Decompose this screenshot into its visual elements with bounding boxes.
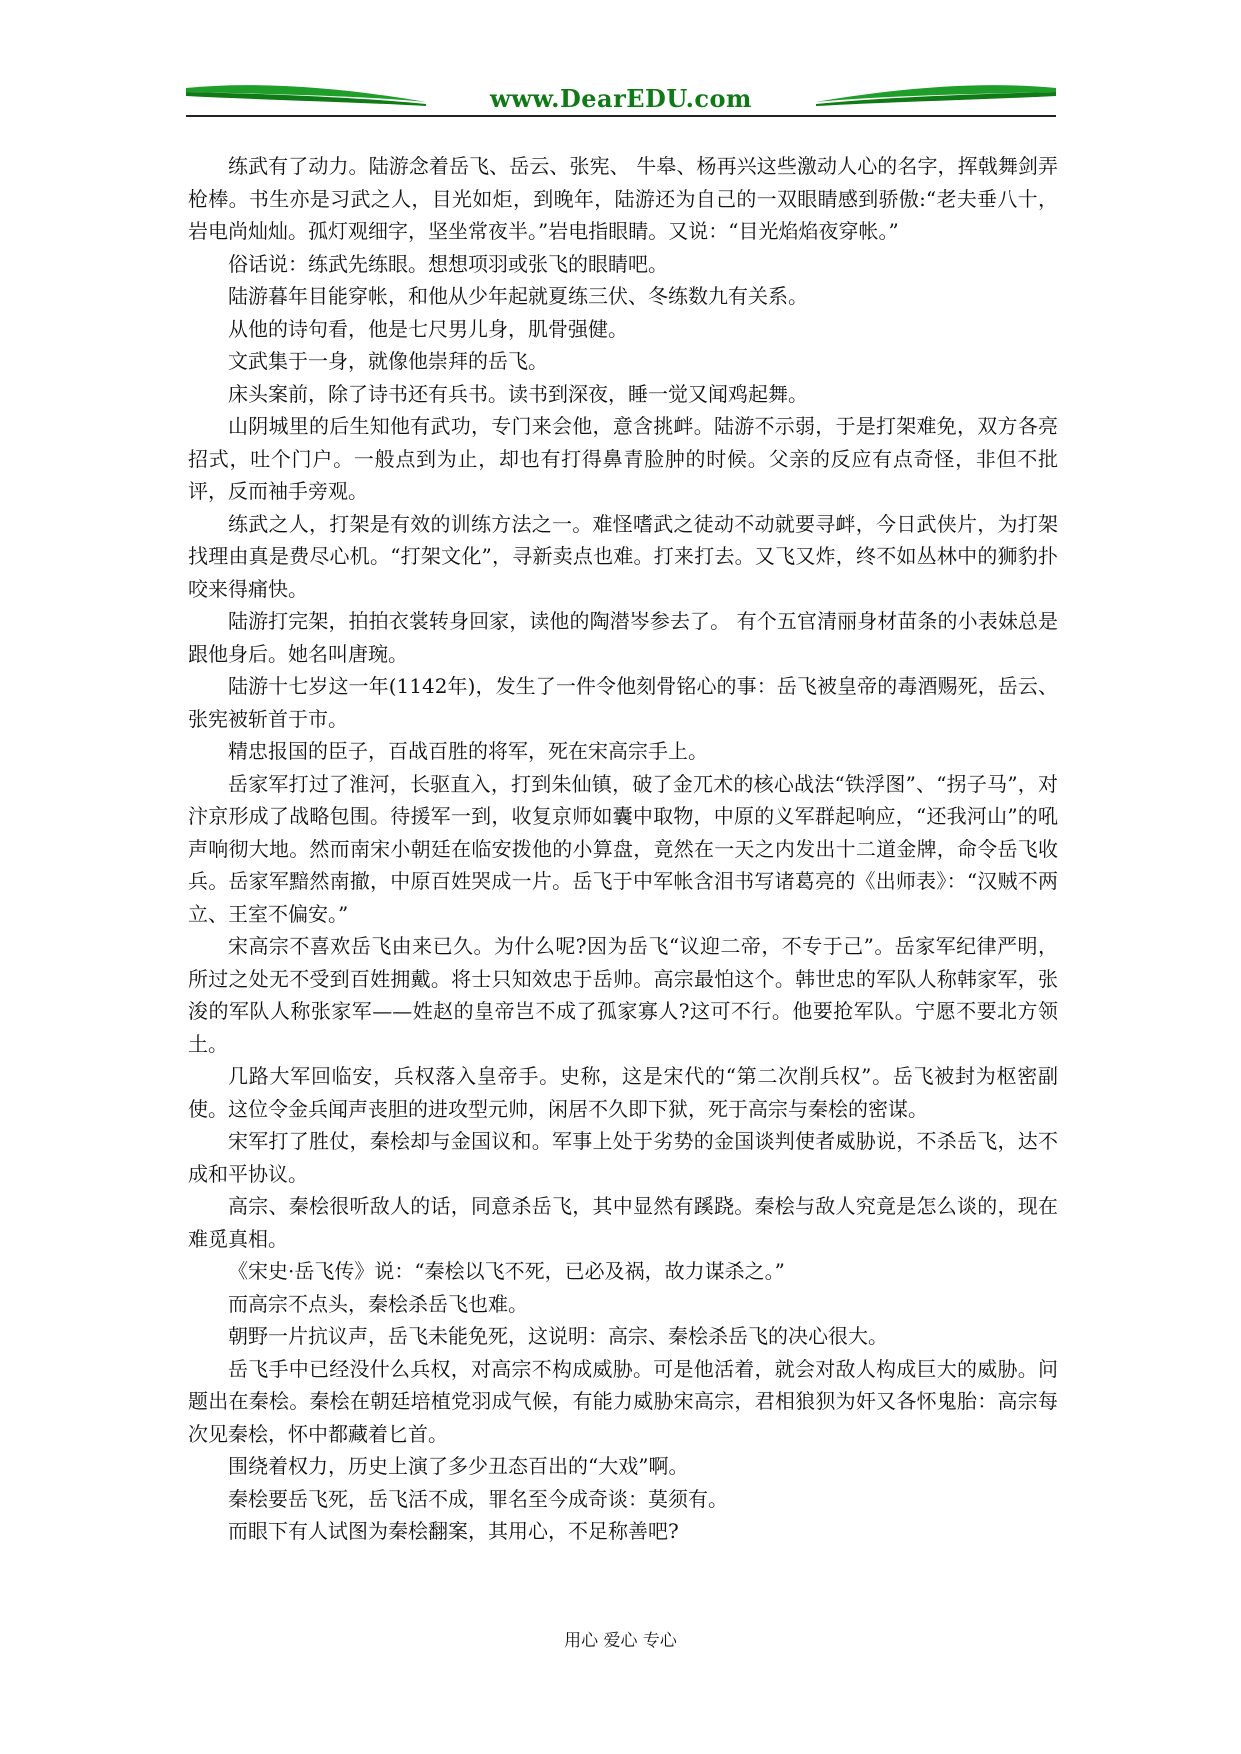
paragraph: 围绕着权力，历史上演了多少丑态百出的“大戏”啊。 (228, 1454, 689, 1478)
paragraph: 岳飞手中已经没什么兵权，对高宗不构成威胁。可是他活着，就会对敌人构成巨大的威胁。问题出在秦桧。秦桧在朝廷培植党羽成气候，有能力威胁宋高宗，君相狼狈为奸又各怀鬼胎：高宗每次见秦桧，怀中都藏着匕首。 (188, 1356, 1058, 1446)
page-footer: 用心 爱心 专心 (564, 1631, 677, 1651)
site-logo-text: www.DearEDU.com (490, 84, 752, 113)
paragraph: 《宋史·岳飞传》说：“秦桧以飞不死，已必及祸，故力谋杀之。” (228, 1259, 785, 1283)
paragraph: 岳家军打过了淮河，长驱直入，打到朱仙镇，破了金兀术的核心战法“铁浮图”、“拐子马”，对汴京形成了战略包围。待援军一到，收复京师如囊中取物，中原的义军群起响应，“还我河山”的吼声响彻大地。然而南宋小朝廷在临安拨他的小算盘，竟然在一天之内发出十二道金牌，命令岳飞收兵。岳家军黯然南撤，中原百姓哭成一片。岳飞于中军帐含泪书写诸葛亮的《出师表》：“汉贼不两立、王室不偏安。” (188, 771, 1058, 926)
paragraph: 精忠报国的臣子，百战百胜的将军，死在宋高宗手上。 (228, 739, 708, 763)
paragraph: 秦桧要岳飞死，岳飞活不成，罪名至今成奇谈：莫须有。 (228, 1486, 728, 1511)
paragraph: 而眼下有人试图为秦桧翻案，其用心，不足称善吧? (228, 1519, 679, 1543)
article-body (188, 150, 1058, 1548)
paragraph: 陆游十七岁这一年(1142年)，发生了一件令他刻骨铭心的事：岳飞被皇帝的毒酒赐死，岳云、张宪被斩首于市。 (188, 674, 1058, 731)
paragraph: 练武之人，打架是有效的训练方法之一。难怪嗜武之徒动不动就要寻衅，今日武侠片，为打架找理由真是费尽心机。“打架文化”，寻新卖点也难。打来打去。又飞又炸，终不如丛林中的狮豹扑咬来得痛快。 (188, 511, 1058, 601)
page-header (186, 82, 1056, 118)
paragraph: 朝野一片抗议声，岳飞未能免死，这说明：高宗、秦桧杀岳飞的决心很大。 (228, 1324, 888, 1348)
paragraph: 几路大军回临安，兵权落入皇帝手。史称，这是宋代的“第二次削兵权”。岳飞被封为枢密副使。这位令金兵闻声丧胆的进攻型元帅，闲居不久即下狱，死于高宗与秦桧的密谋。 (188, 1064, 1058, 1121)
paragraph: 床头案前，除了诗书还有兵书。读书到深夜，睡一觉又闻鸡起舞。 (228, 381, 808, 406)
paragraph: 练武有了动力。陆游念着岳飞、岳云、张宪、 牛皋、杨再兴这些激动人心的名字，挥戟舞剑弄枪棒。书生亦是习武之人，目光如炬，到晚年，陆游还为自己的一双眼睛感到骄傲:“老夫垂八十，岩电尚灿灿。孤灯观细字，坚坐常夜半。”岩电指眼睛。又说：“目光焰焰夜穿帐。” (188, 154, 1058, 243)
header-divider (186, 115, 1056, 117)
paragraph: 而高宗不点头，秦桧杀岳飞也难。 (228, 1291, 528, 1316)
paragraph: 宋高宗不喜欢岳飞由来已久。为什么呢?因为岳飞“议迎二帝，不专于己”。岳家军纪律严明，所过之处无不受到百姓拥戴。将士只知效忠于岳帅。高宗最怕这个。韩世忠的军队人称韩家军，张浚的军队人称张家军——姓赵的皇帝岂不成了孤家寡人?这可不行。他要抢军队。宁愿不要北方领土。 (188, 934, 1058, 1056)
paragraph: 陆游打完架，拍拍衣裳转身回家，读他的陶潜岑参去了。 有个五官清丽身材苗条的小表妹总是跟他身后。她名叫唐琬。 (188, 609, 1058, 666)
paragraph: 高宗、秦桧很听敌人的话，同意杀岳飞，其中显然有蹊跷。秦桧与敌人究竟是怎么谈的，现在难觅真相。 (188, 1194, 1058, 1251)
paragraph: 俗话说：练武先练眼。想想项羽或张飞的眼睛吧。 (228, 251, 668, 276)
paragraph: 文武集于一身，就像他崇拜的岳飞。 (228, 349, 548, 373)
paragraph: 陆游暮年目能穿帐，和他从少年起就夏练三伏、冬练数九有关系。 (228, 284, 808, 308)
paragraph: 山阴城里的后生知他有武功，专门来会他，意含挑衅。陆游不示弱，于是打架难免，双方各亮招式，吐个门户。一般点到为止，却也有打得鼻青脸肿的时候。父亲的反应有点奇怪，非但不批评，反而袖手旁观。 (188, 414, 1058, 503)
paragraph: 宋军打了胜仗，秦桧却与金国议和。军事上处于劣势的金国谈判使者威胁说，不杀岳飞，达不成和平协议。 (188, 1129, 1058, 1186)
paragraph: 从他的诗句看，他是七尺男儿身，肌骨强健。 (228, 316, 628, 341)
